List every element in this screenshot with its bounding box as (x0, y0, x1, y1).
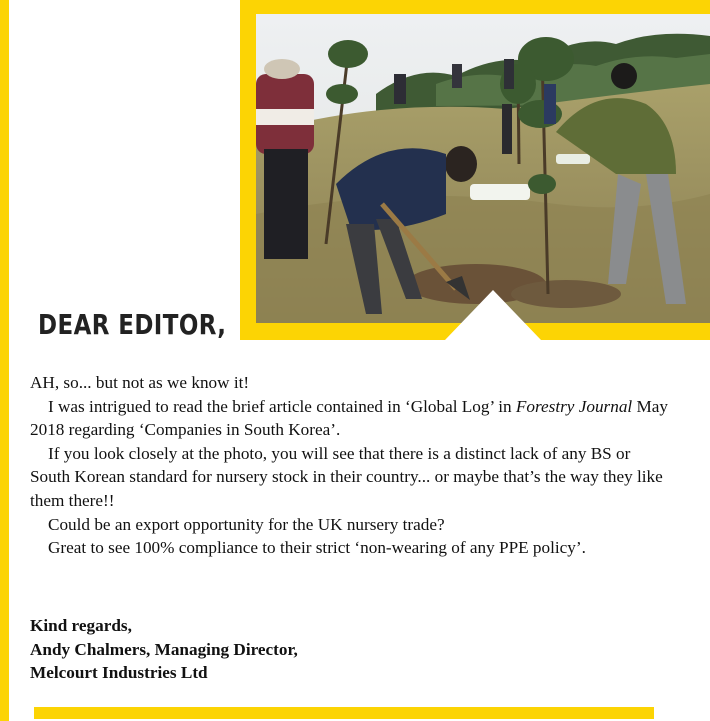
letter-paragraph: Could be an export opportunity for the UK nursery trade? (48, 514, 445, 534)
letter-paragraph: Great to see 100% compliance to their strict ‘non-wearing of any PPE policy’. (48, 538, 586, 558)
author-name-title: Andy Chalmers, Managing Director, (30, 639, 298, 659)
paragraph-text: May 2018 regarding ‘Companies in South Korea’. (30, 396, 669, 440)
paragraph-text: I was intrigued to read the brief article contained in ‘Global Log’ in (48, 396, 516, 416)
author-company: Melcourt Industries Ltd (30, 663, 208, 683)
journal-title: Forestry Journal (515, 396, 633, 416)
closing-line: Kind regards, (30, 616, 132, 635)
photo-pointer-notch (445, 290, 541, 340)
letter-opening: AH, so... but not as we know it! (30, 373, 250, 392)
left-accent-bar (0, 0, 9, 721)
bottom-accent-bar (34, 707, 654, 719)
letter-heading: DEAR EDITOR, (38, 308, 227, 341)
signature-block (30, 614, 298, 685)
letter-paragraph (30, 395, 670, 442)
letter-body (30, 371, 670, 560)
tree-planting-photo (256, 14, 710, 323)
letter-paragraph: If you look closely at the photo, you will see that there is a distinct lack of any BS or South Korean standard for nursery stock in their country... or maybe that’s the way they like them there!! (30, 443, 663, 510)
